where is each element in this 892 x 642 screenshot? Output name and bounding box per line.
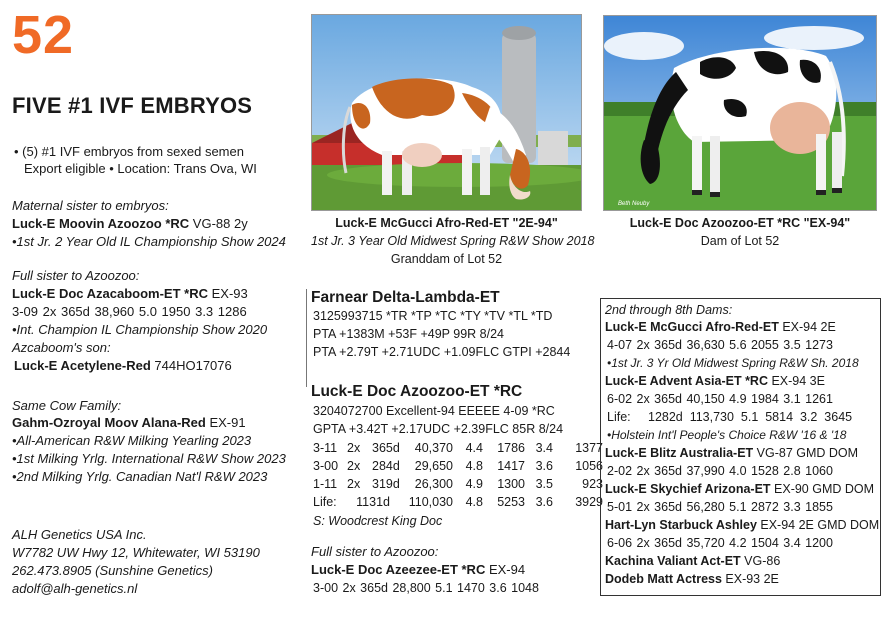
dam-7-name: Kachina Valiant Act-ET <box>605 554 741 568</box>
dam-5-entry <box>605 481 874 497</box>
maternal-sister-entry <box>12 216 248 232</box>
dam-6-classification: EX-94 2E GMD DOM <box>756 518 880 532</box>
dam-8-classification: EX-93 2E <box>721 572 779 586</box>
dam-record-cell: 2x <box>347 459 361 473</box>
dam-life-cell: 3929 <box>575 495 603 509</box>
dam-2-record: 4-07 2x 365d 36,630 5.6 2055 3.5 1273 <box>607 338 833 352</box>
dam-record-cell: 1786 <box>497 441 525 455</box>
son-entry <box>14 358 232 374</box>
full-sister-classification: EX-93 <box>208 286 248 301</box>
sire-pta-1: PTA +1383M +53F +49P 99R 8/24 <box>313 327 504 341</box>
family-note-1: •All-American R&W Milking Yearling 2023 <box>12 433 252 448</box>
maternal-sister-name: Luck-E Moovin Azoozoo *RC <box>12 216 190 231</box>
full-sister2-name: Luck-E Doc Azeezee-ET *RC <box>311 562 486 577</box>
dam-life-cell: 4.8 <box>465 495 483 509</box>
dam-2-name: Luck-E McGucci Afro-Red-ET <box>605 320 779 334</box>
dam-photo-name: Luck-E Doc Azoozoo-ET *RC "EX-94" <box>629 216 851 230</box>
lot-title: FIVE #1 IVF EMBRYOS <box>12 93 253 118</box>
dam-3-note: •Holstein Int'l People's Choice R&W '16 & '18 <box>607 428 847 442</box>
dam-8-entry <box>605 571 779 587</box>
full-sister2-classification: EX-94 <box>485 562 526 577</box>
dam-record-cell: 284d <box>372 459 400 473</box>
dam-record-cell: 3-11 <box>313 441 338 455</box>
intro-line-1: • (5) #1 IVF embryos from sexed semen <box>14 144 244 159</box>
son-code: 744HO17076 <box>150 358 232 373</box>
dam-gpta: GPTA +3.42T +2.17UDC +2.39FLC 85R 8/24 <box>313 422 564 436</box>
dam-3-record: 6-02 2x 365d 40,150 4.9 1984 3.1 1261 <box>607 392 833 406</box>
dam-4-record: 2-02 2x 365d 37,990 4.0 1528 2.8 1060 <box>607 464 833 478</box>
dam-record-cell: 2x <box>347 441 361 455</box>
dam-life-cell: 3.6 <box>535 495 553 509</box>
family-cow-classification: EX-91 <box>205 415 246 430</box>
dam-3-entry <box>605 373 825 389</box>
granddam-photo <box>311 14 582 211</box>
dam-6-record: 6-06 2x 365d 35,720 4.2 1504 3.4 1200 <box>607 536 833 550</box>
dam-2-note: •1st Jr. 3 Yr Old Midwest Spring R&W Sh. 2018 <box>607 356 859 370</box>
intro-line-2: Export eligible • Location: Trans Ova, WI <box>24 161 257 176</box>
photo-credit: Beth Neuby <box>618 201 650 207</box>
full-sister2-record: 3-00 2x 365d 28,800 5.1 1470 3.6 1048 <box>313 581 539 595</box>
dam-record-cell: 26,300 <box>414 477 453 491</box>
dam-record-cell: 365d <box>372 441 400 455</box>
full-sister-entry <box>12 286 248 302</box>
dam-record-cell: 1-11 <box>313 477 338 491</box>
dam-record-cell: 40,370 <box>414 441 453 455</box>
family-note-2: •1st Milking Yrlg. International R&W Show 2023 <box>12 451 286 466</box>
full-sister-name: Luck-E Doc Azacaboom-ET *RC <box>12 286 208 301</box>
dam-record-cell: 2x <box>347 477 361 491</box>
dam-photo <box>603 15 877 211</box>
lot-number: 52 <box>12 5 75 65</box>
dam-record-cell: 1300 <box>497 477 525 491</box>
dam-4-classification: VG-87 GMD DOM <box>753 446 859 460</box>
maternal-sister-note: •1st Jr. 2 Year Old IL Championship Show 2024 <box>12 234 286 249</box>
granddam-name: Luck-E McGucci Afro-Red-ET "2E-94" <box>335 216 558 230</box>
sire-id-line: 3125993715 *TR *TP *TC *TY *TV *TL *TD <box>313 309 553 323</box>
dam-life-label: Life: <box>313 495 337 509</box>
son-heading: Azcaboom's son: <box>12 340 111 355</box>
son-name: Luck-E Acetylene-Red <box>14 358 151 373</box>
family-heading: Same Cow Family: <box>12 398 122 413</box>
granddam-relation: Granddam of Lot 52 <box>390 252 503 266</box>
dam-4-name: Luck-E Blitz Australia-ET <box>605 446 754 460</box>
family-entry <box>12 415 246 431</box>
dam-3-name: Luck-E Advent Asia-ET *RC <box>605 374 768 388</box>
dam-record-cell: 1377 <box>575 441 603 455</box>
full-sister-heading: Full sister to Azoozoo: <box>12 268 140 283</box>
dam-record-cell: 4.9 <box>465 477 483 491</box>
dam-5-name: Luck-E Skychief Arizona-ET <box>605 482 771 496</box>
family-note-3: •2nd Milking Yrlg. Canadian Nat'l R&W 2023 <box>12 469 268 484</box>
full-sister-note: •Int. Champion IL Championship Show 2020 <box>12 322 268 337</box>
dam-record-cell: 3.6 <box>535 459 553 473</box>
dam-7-entry <box>605 553 780 569</box>
dam-life-cell: 1131d <box>356 495 390 509</box>
maternal-heading: Maternal sister to embryos: <box>12 198 169 213</box>
dam-8-name: Dodeb Matt Actress <box>605 572 722 586</box>
granddam-photo-illustration <box>312 15 582 211</box>
dam-photo-relation: Dam of Lot 52 <box>700 234 780 248</box>
dam-record-cell: 319d <box>372 477 400 491</box>
dam-record-cell: 3.4 <box>535 441 553 455</box>
contact-company: ALH Genetics USA Inc. <box>12 527 147 542</box>
dam-record-cell: 1056 <box>575 459 603 473</box>
contact-email[interactable]: adolf@alh-genetics.nl <box>12 581 138 596</box>
dam-record-cell: 4.4 <box>465 441 483 455</box>
maternal-sister-classification: VG-88 2y <box>189 216 248 231</box>
contact-address: W7782 UW Hwy 12, Whitewater, WI 53190 <box>12 545 260 560</box>
dam-photo-illustration <box>604 16 877 211</box>
dam-record-cell: 4.8 <box>465 459 483 473</box>
dam-sire-line: S: Woodcrest King Doc <box>313 514 443 528</box>
dam-id-line: 3204072700 Excellent-94 EEEEE 4-09 *RC <box>313 404 555 418</box>
full-sister2-heading: Full sister to Azoozoo: <box>311 544 439 559</box>
family-cow-name: Gahm-Ozroyal Moov Alana-Red <box>12 415 206 430</box>
dam-6-name: Hart-Lyn Starbuck Ashley <box>605 518 757 532</box>
dam-5-classification: EX-90 GMD DOM <box>770 482 875 496</box>
dam-3-classification: EX-94 3E <box>768 374 825 388</box>
sire-name: Farnear Delta-Lambda-ET <box>311 289 500 306</box>
sire-divider <box>306 289 307 387</box>
contact-phone: 262.473.8905 (Sunshine Genetics) <box>12 563 213 578</box>
sire-pta-2: PTA +2.79T +2.71UDC +1.09FLC GTPI +2844 <box>313 345 571 359</box>
dam-record-cell: 923 <box>582 477 603 491</box>
dam-2-classification: EX-94 2E <box>778 320 836 334</box>
dam-record-cell: 29,650 <box>414 459 453 473</box>
dams-heading: 2nd through 8th Dams: <box>605 303 733 317</box>
dam-life-cell: 5253 <box>497 495 525 509</box>
full-sister2-entry <box>311 562 525 578</box>
dam-name: Luck-E Doc Azoozoo-ET *RC <box>311 383 523 400</box>
dam-7-classification: VG-86 <box>740 554 781 568</box>
dam-3-life: Life: 1282d 113,730 5.1 5814 3.2 3645 <box>607 410 853 424</box>
dam-record-cell: 3.5 <box>535 477 553 491</box>
dam-record-cell: 3-00 <box>313 459 339 473</box>
dam-4-entry <box>605 445 858 461</box>
granddam-award: 1st Jr. 3 Year Old Midwest Spring R&W Show 2018 <box>311 234 595 248</box>
dam-6-entry <box>605 517 879 533</box>
dam-2-entry <box>605 319 836 335</box>
dam-record-cell: 1417 <box>497 459 525 473</box>
full-sister-record: 3-09 2x 365d 38,960 5.0 1950 3.3 1286 <box>12 304 247 319</box>
dam-5-record: 5-01 2x 365d 56,280 5.1 2872 3.3 1855 <box>607 500 833 514</box>
dam-life-cell: 110,030 <box>408 495 453 509</box>
